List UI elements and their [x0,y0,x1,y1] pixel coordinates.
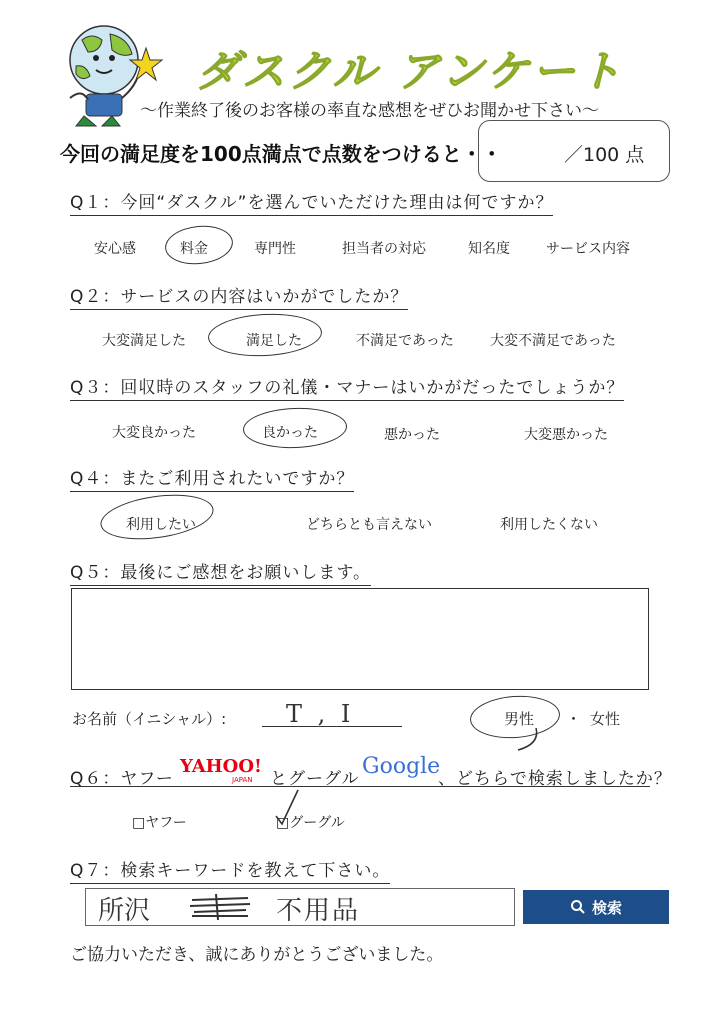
q6-mid: とグーグル [270,769,360,789]
q2-option-satisfied[interactable]: 満足した [246,333,302,349]
q1-option-ryokin[interactable]: 料金 [180,241,208,257]
google-checkmark [272,788,302,828]
q7-question: Q７：検索キーワードを教えて下さい。 [70,856,390,884]
q4-option-neutral[interactable]: どちらとも言えない [306,517,432,533]
gender-separator: ・ [566,710,582,728]
q6-option-google[interactable]: □グーグル [276,815,345,831]
search-button[interactable] [523,890,669,924]
q5-question: Q５：最後にご感想をお願いします。 [70,558,371,586]
q2-question: Q２：サービスの内容はいかがでしたか？ [70,282,408,310]
google-logo: Google [362,754,441,779]
survey-title: ダスクル アンケート [196,47,625,97]
name-label: お名前（イニシャル）: [72,710,227,728]
yahoo-logo: YAHOO! [180,756,262,777]
q5-comment-box[interactable] [71,588,649,690]
keyword-text-2: 不用品 [276,896,361,926]
q1-option-chimei[interactable]: 知名度 [468,241,510,257]
q4-option-yes[interactable]: 利用したい [126,517,196,533]
q6-option-yahoo[interactable]: □ヤフー [132,815,187,831]
q4-selection-circle [98,488,217,545]
q4-option-no[interactable]: 利用したくない [500,517,598,533]
q2-selection-circle [207,311,323,359]
q6-prefix: Q６：ヤフー [70,769,174,789]
q1-selection-circle [163,223,235,268]
q2-option-very-unsatisfied[interactable]: 大変不満足であった [490,333,616,349]
q3-option-very-bad[interactable]: 大変悪かった [524,427,608,443]
q3-selection-circle [242,406,347,450]
gender-male[interactable]: 男性 [504,710,535,728]
search-icon [570,899,586,915]
thanks-message: ご協力いただき、誠にありがとうございました。 [70,945,444,965]
q3-option-very-good[interactable]: 大変良かった [112,425,196,441]
q3-option-good[interactable]: 良かった [262,425,318,441]
q2-option-unsatisfied[interactable]: 不満足であった [356,333,454,349]
scribbled-out-word [186,892,256,922]
q1-option-tantou[interactable]: 担当者の対応 [342,241,426,257]
q3-question: Q３：回収時のスタッフの礼儀・マナーはいかがだったでしょうか？ [70,373,624,401]
q2-option-very-satisfied[interactable]: 大変満足した [102,333,186,349]
q6-suffix: 、どちらで検索しましたか？ [438,769,672,789]
q1-option-senmon[interactable]: 専門性 [254,241,296,257]
gender-female[interactable]: 女性 [590,710,621,728]
q1-question: Q１：今回“ダスクル”を選んでいただけた理由は何ですか？ [70,188,553,216]
gender-circle-tail [512,726,542,752]
survey-subtitle: 〜作業終了後のお客様の率直な感想をぜひお聞かせ下さい〜 [140,101,599,121]
keyword-text-1: 所沢 [98,896,151,926]
q1-option-service[interactable]: サービス内容 [546,241,630,257]
search-button-label: 検索 [591,898,622,917]
q4-question: Q４：またご利用されたいですか？ [70,464,354,492]
q1-option-anshin[interactable]: 安心感 [94,241,136,257]
name-value[interactable]: T , I [286,700,355,728]
yahoo-logo-sub: JAPAN [232,776,253,784]
score-lead-text: 今回の満足度を100点満点で点数をつけると・・ [60,142,502,166]
score-value: ／100 点 [564,144,645,166]
q3-option-bad[interactable]: 悪かった [384,427,440,443]
